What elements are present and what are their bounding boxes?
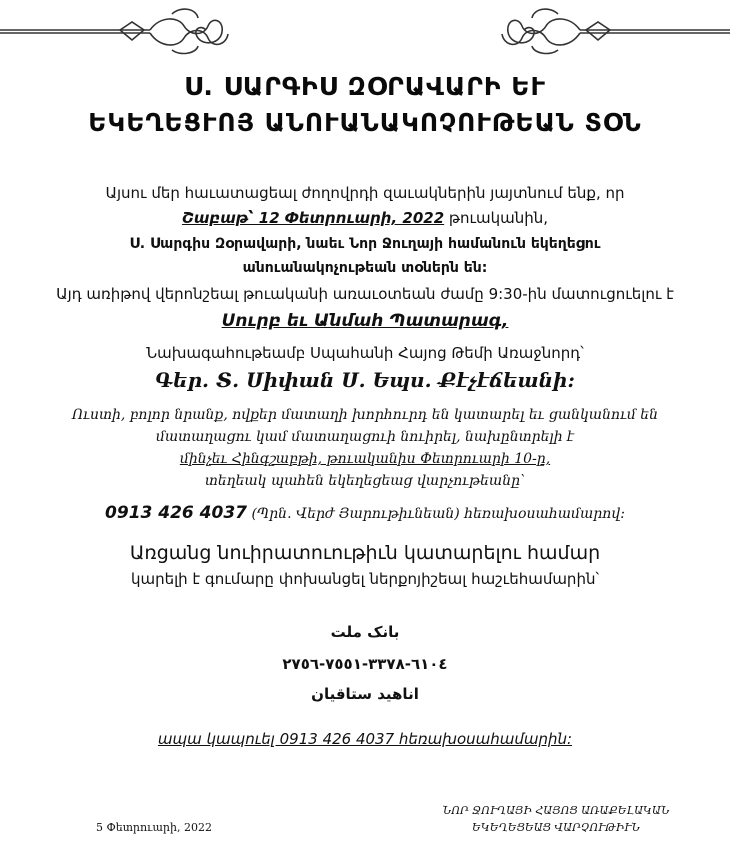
priest-name: Գեր. Տ. Սիփան Ս. Եպս. Քէչէճեանի: xyxy=(155,368,575,392)
footer-org-line-2: ԵԿԵՂԵՑԵԱՑ ՎԱՐՉՈՒԹԻՒՆ xyxy=(472,821,640,834)
offering-line-4: տեղեակ պահեն եկեղեցեաց վարչութեանը՝ xyxy=(204,473,526,489)
ornament-left-icon xyxy=(0,6,236,56)
date-suffix: թուականին, xyxy=(444,209,549,227)
footer-date: 5 Փետրուարի, 2022 xyxy=(96,821,212,834)
presided-line: Նախագահութեամբ Սպահանի Հայոց Թեմի Առաջնորդ՝ xyxy=(146,344,584,362)
title-line-2: ԵԿԵՂԵՑՒՈՅ ԱՆՈՒԱՆԱԿՈՉՈՒԹԵԱՆ ՏՕՆ xyxy=(88,108,642,137)
phone-number: 0913 426 4037 xyxy=(105,503,247,523)
transfer-line: կարելի է գումարը փոխանցել ներքոյիշեալ հաշւեհամարին՝ xyxy=(130,570,600,588)
time-line: Այդ առիթով վերոնշեալ թուականի առաւօտեան ժամը 9:30-ին մատուցուելու է xyxy=(56,285,674,303)
title-line-1: Ս. ՍԱՐԳԻՍ ԶՕՐԱՎԱՐԻ ԵՒ xyxy=(184,72,546,101)
phone-line xyxy=(0,503,730,523)
intro-text: Այսու մեր հաւատացեալ ժողովրդի զաւակներին յայտնում ենք, որ xyxy=(105,184,625,202)
account-holder: اناهید ستاقیان xyxy=(311,685,419,703)
offering-line-2: մատաղացու կամ մատաղացուի նուիրել, նախընտրելի է xyxy=(155,429,575,445)
date-line xyxy=(0,209,730,227)
account-number: ٦١٠٤-٣٣٧٨-٧٥٥١-٢٧٥٦ xyxy=(282,655,448,673)
date-highlight: Շաբաթ՝ 12 Փետրուարի, 2022 xyxy=(181,209,445,227)
offering-line-1: Ուստի, բոլոր նրանք, ովքեր մատաղի խորհուրդ են կատարել եւ ցանկանում են xyxy=(72,407,658,423)
mass-title: Սուրբ եւ Անմահ Պատարագ, xyxy=(221,311,509,331)
bank-name: بانک ملت xyxy=(330,623,400,641)
phone-suffix: (Պրն. Վերժ Յարութիւնեան) հեռախօսահամարով: xyxy=(247,506,625,522)
feast-line-1: Ս. Սարգիս Զօրավարի, նաեւ Նոր Ջուղայի համանուն եկեղեցու xyxy=(129,236,601,252)
online-donation-heading: Առցանց նուիրատուութիւն կատարելու համար xyxy=(129,542,601,564)
offering-deadline: մինչեւ Հինգշաբթի, թուականիս Փետրուարի 10-ը, xyxy=(179,451,551,467)
ornament-right-icon xyxy=(494,6,730,56)
footer-org-line-1: ՆՈՐ ՋՈՒՂԱՅԻ ՀԱՅՈՑ ԱՌԱՔԵԼԱԿԱՆ xyxy=(442,804,670,817)
call-line: ապա կապուել 0913 426 4037 հեռախօսահամարին: xyxy=(157,730,573,748)
feast-line-2: անուանակոչութեան տօներն են: xyxy=(242,260,488,276)
